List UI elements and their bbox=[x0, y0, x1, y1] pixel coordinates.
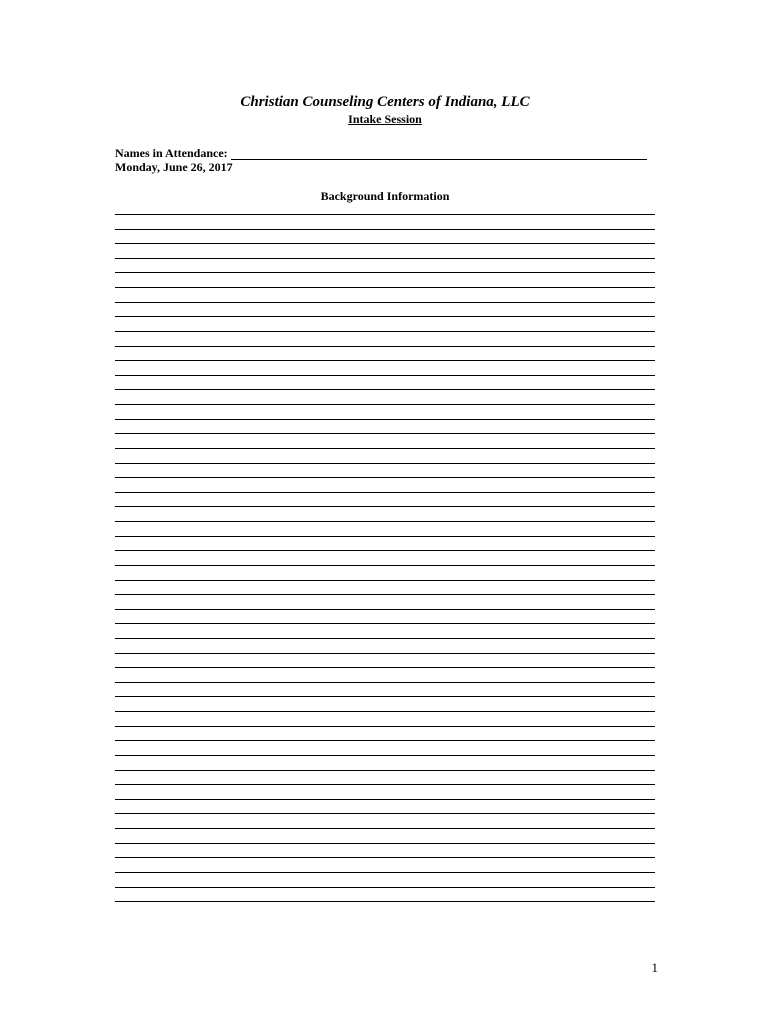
writing-line bbox=[115, 711, 655, 712]
session-date: Monday, June 26, 2017 bbox=[115, 160, 233, 174]
writing-line bbox=[115, 770, 655, 771]
writing-line bbox=[115, 433, 655, 434]
attendance-label: Names in Attendance: bbox=[115, 146, 228, 160]
writing-line bbox=[115, 463, 655, 464]
writing-line bbox=[115, 448, 655, 449]
page-number: 1 bbox=[651, 960, 658, 975]
writing-line bbox=[115, 331, 655, 332]
writing-line bbox=[115, 565, 655, 566]
writing-line bbox=[115, 243, 655, 244]
writing-line bbox=[115, 609, 655, 610]
writing-line bbox=[115, 346, 655, 347]
writing-line bbox=[115, 404, 655, 405]
writing-line bbox=[115, 623, 655, 624]
background-writing-lines bbox=[115, 200, 655, 920]
writing-line bbox=[115, 492, 655, 493]
writing-line bbox=[115, 419, 655, 420]
writing-line bbox=[115, 638, 655, 639]
writing-line bbox=[115, 521, 655, 522]
writing-line bbox=[115, 828, 655, 829]
writing-line bbox=[115, 229, 655, 230]
writing-line bbox=[115, 843, 655, 844]
writing-line bbox=[115, 857, 655, 858]
writing-line bbox=[115, 813, 655, 814]
writing-line bbox=[115, 682, 655, 683]
writing-line bbox=[115, 887, 655, 888]
writing-line bbox=[115, 258, 655, 259]
writing-line bbox=[115, 740, 655, 741]
organization-title: Christian Counseling Centers of Indiana, LLC bbox=[240, 94, 530, 110]
writing-line bbox=[115, 389, 655, 390]
writing-line bbox=[115, 302, 655, 303]
session-title: Intake Session bbox=[348, 112, 422, 126]
writing-line bbox=[115, 550, 655, 551]
writing-line bbox=[115, 506, 655, 507]
writing-line bbox=[115, 214, 655, 215]
writing-line bbox=[115, 696, 655, 697]
writing-line bbox=[115, 360, 655, 361]
writing-line bbox=[115, 375, 655, 376]
writing-line bbox=[115, 667, 655, 668]
writing-line bbox=[115, 653, 655, 654]
writing-line bbox=[115, 726, 655, 727]
writing-line bbox=[115, 272, 655, 273]
attendance-field bbox=[115, 146, 655, 160]
writing-line bbox=[115, 784, 655, 785]
writing-line bbox=[115, 799, 655, 800]
writing-line bbox=[115, 477, 655, 478]
writing-line bbox=[115, 316, 655, 317]
writing-line bbox=[115, 872, 655, 873]
writing-line bbox=[115, 580, 655, 581]
writing-line bbox=[115, 901, 655, 902]
writing-line bbox=[115, 287, 655, 288]
attendance-blank-line bbox=[231, 148, 647, 160]
writing-line bbox=[115, 536, 655, 537]
writing-line bbox=[115, 594, 655, 595]
writing-line bbox=[115, 755, 655, 756]
background-information-heading: Background Information bbox=[320, 189, 450, 203]
